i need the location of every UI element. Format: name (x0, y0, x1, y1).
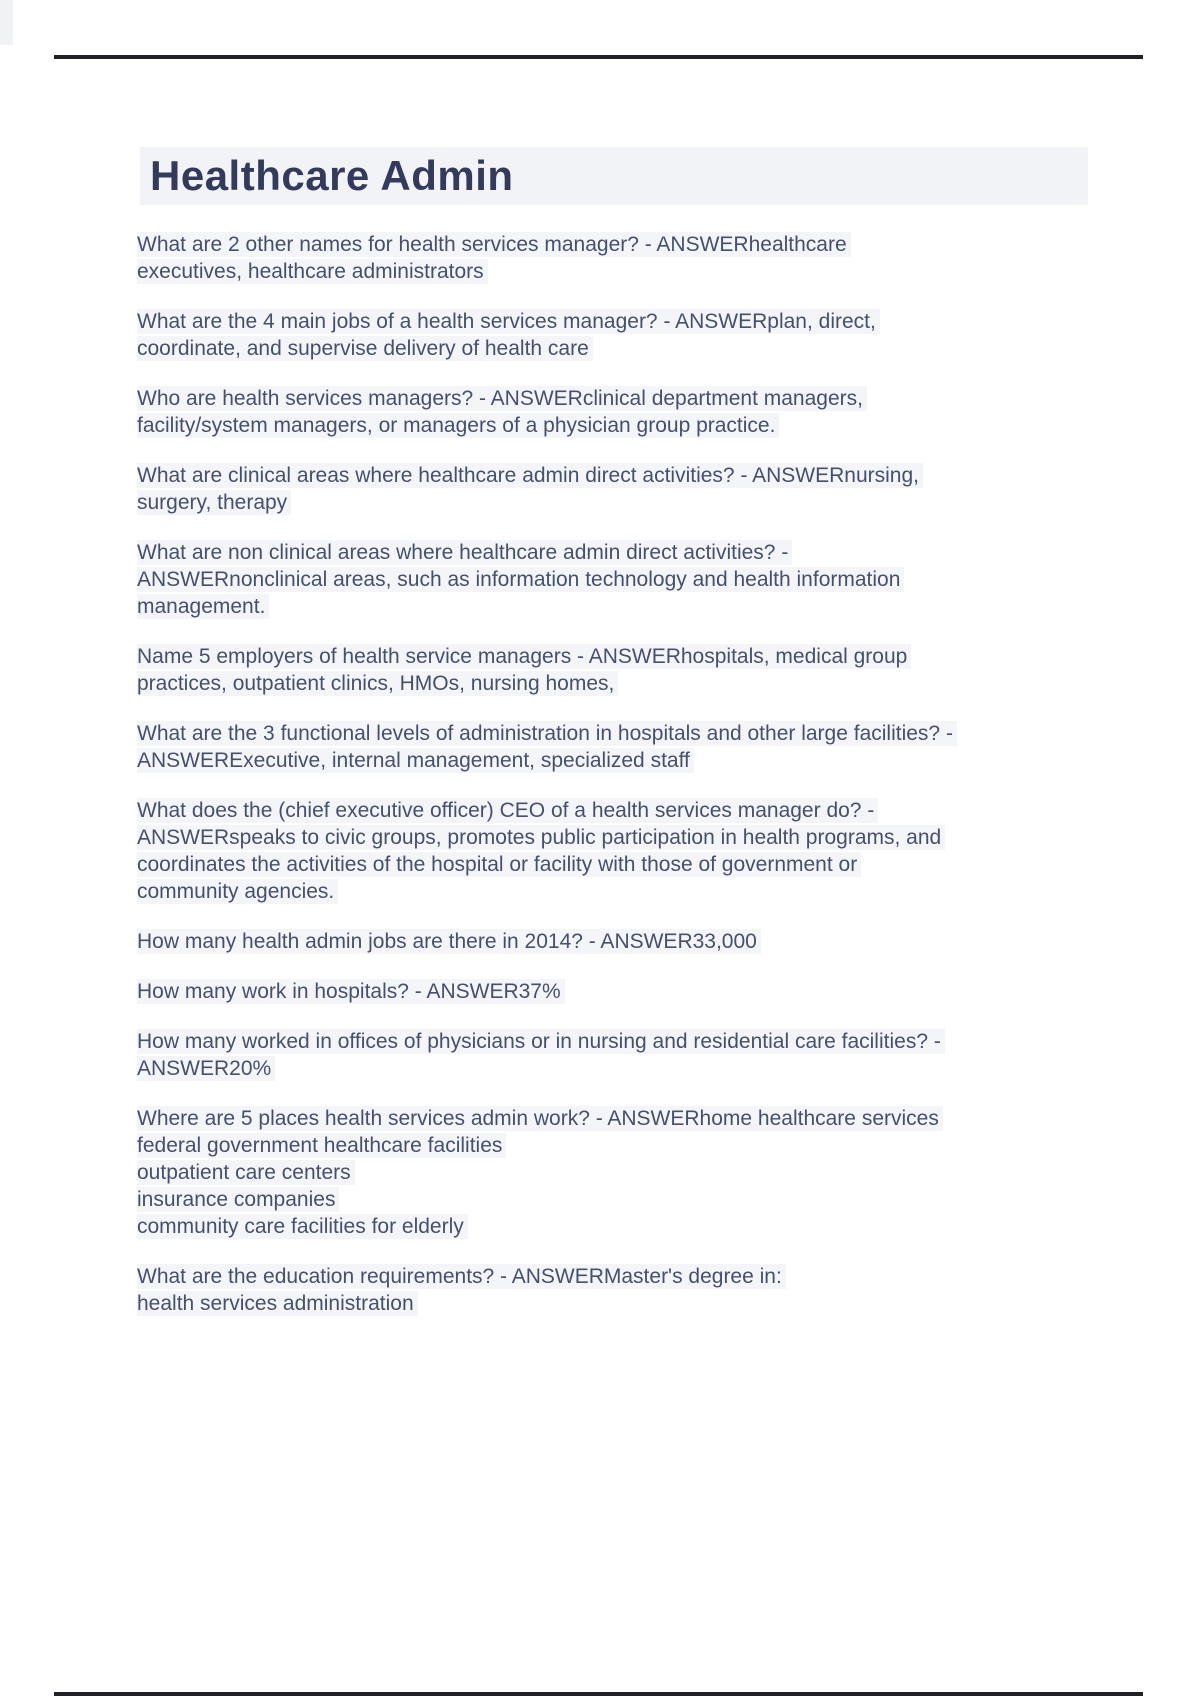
qa-line: What are the education requirements? - ANSWERMaster's degree in: (137, 1263, 1097, 1290)
qa-line: What are clinical areas where healthcare admin direct activities? - ANSWERnursing, (137, 462, 1097, 489)
qa-item (137, 978, 1097, 1005)
qa-line: coordinates the activities of the hospital or facility with those of government or (137, 851, 1097, 878)
qa-item (137, 231, 1097, 285)
qa-item (137, 720, 1097, 774)
qa-line: community agencies. (137, 878, 1097, 905)
qa-item (137, 643, 1097, 697)
qa-line: ANSWERExecutive, internal management, specialized staff (137, 747, 1097, 774)
qa-line: practices, outpatient clinics, HMOs, nursing homes, (137, 670, 1097, 697)
qa-line: executives, healthcare administrators (137, 258, 1097, 285)
qa-line: facility/system managers, or managers of a physician group practice. (137, 412, 1097, 439)
qa-item (137, 928, 1097, 955)
qa-line: How many health admin jobs are there in 2014? - ANSWER33,000 (137, 928, 1097, 955)
qa-line: How many worked in offices of physicians or in nursing and residential care facilities? - (137, 1028, 1097, 1055)
qa-line: What are the 4 main jobs of a health services manager? - ANSWERplan, direct, (137, 308, 1097, 335)
qa-line: ANSWERspeaks to civic groups, promotes public participation in health programs, and (137, 824, 1097, 851)
qa-line: How many work in hospitals? - ANSWER37% (137, 978, 1097, 1005)
page-title: Healthcare Admin (150, 152, 514, 199)
qa-list (137, 231, 1097, 1340)
qa-line: Where are 5 places health services admin work? - ANSWERhome healthcare services (137, 1105, 1097, 1132)
qa-line: management. (137, 593, 1097, 620)
qa-line: health services administration (137, 1290, 1097, 1317)
qa-item (137, 1028, 1097, 1082)
qa-item (137, 385, 1097, 439)
qa-line: What are 2 other names for health services manager? - ANSWERhealthcare (137, 231, 1097, 258)
title-highlight-band (140, 147, 1088, 205)
scan-corner-artifact (0, 0, 13, 45)
top-horizontal-rule (54, 55, 1143, 59)
qa-line: ANSWER20% (137, 1055, 1097, 1082)
qa-line: Who are health services managers? - ANSWERclinical department managers, (137, 385, 1097, 412)
qa-line: Name 5 employers of health service managers - ANSWERhospitals, medical group (137, 643, 1097, 670)
qa-line: federal government healthcare facilities (137, 1132, 1097, 1159)
qa-line: insurance companies (137, 1186, 1097, 1213)
qa-line: outpatient care centers (137, 1159, 1097, 1186)
qa-line: What are the 3 functional levels of administration in hospitals and other large facilities? - (137, 720, 1097, 747)
qa-item (137, 462, 1097, 516)
qa-item (137, 1105, 1097, 1240)
qa-item (137, 1263, 1097, 1317)
qa-line: What does the (chief executive officer) CEO of a health services manager do? - (137, 797, 1097, 824)
qa-item (137, 308, 1097, 362)
qa-line: surgery, therapy (137, 489, 1097, 516)
qa-item (137, 539, 1097, 620)
qa-line: community care facilities for elderly (137, 1213, 1097, 1240)
qa-item (137, 797, 1097, 905)
qa-line: What are non clinical areas where healthcare admin direct activities? - (137, 539, 1097, 566)
qa-line: coordinate, and supervise delivery of health care (137, 335, 1097, 362)
qa-line: ANSWERnonclinical areas, such as information technology and health information (137, 566, 1097, 593)
bottom-horizontal-rule (54, 1692, 1143, 1696)
